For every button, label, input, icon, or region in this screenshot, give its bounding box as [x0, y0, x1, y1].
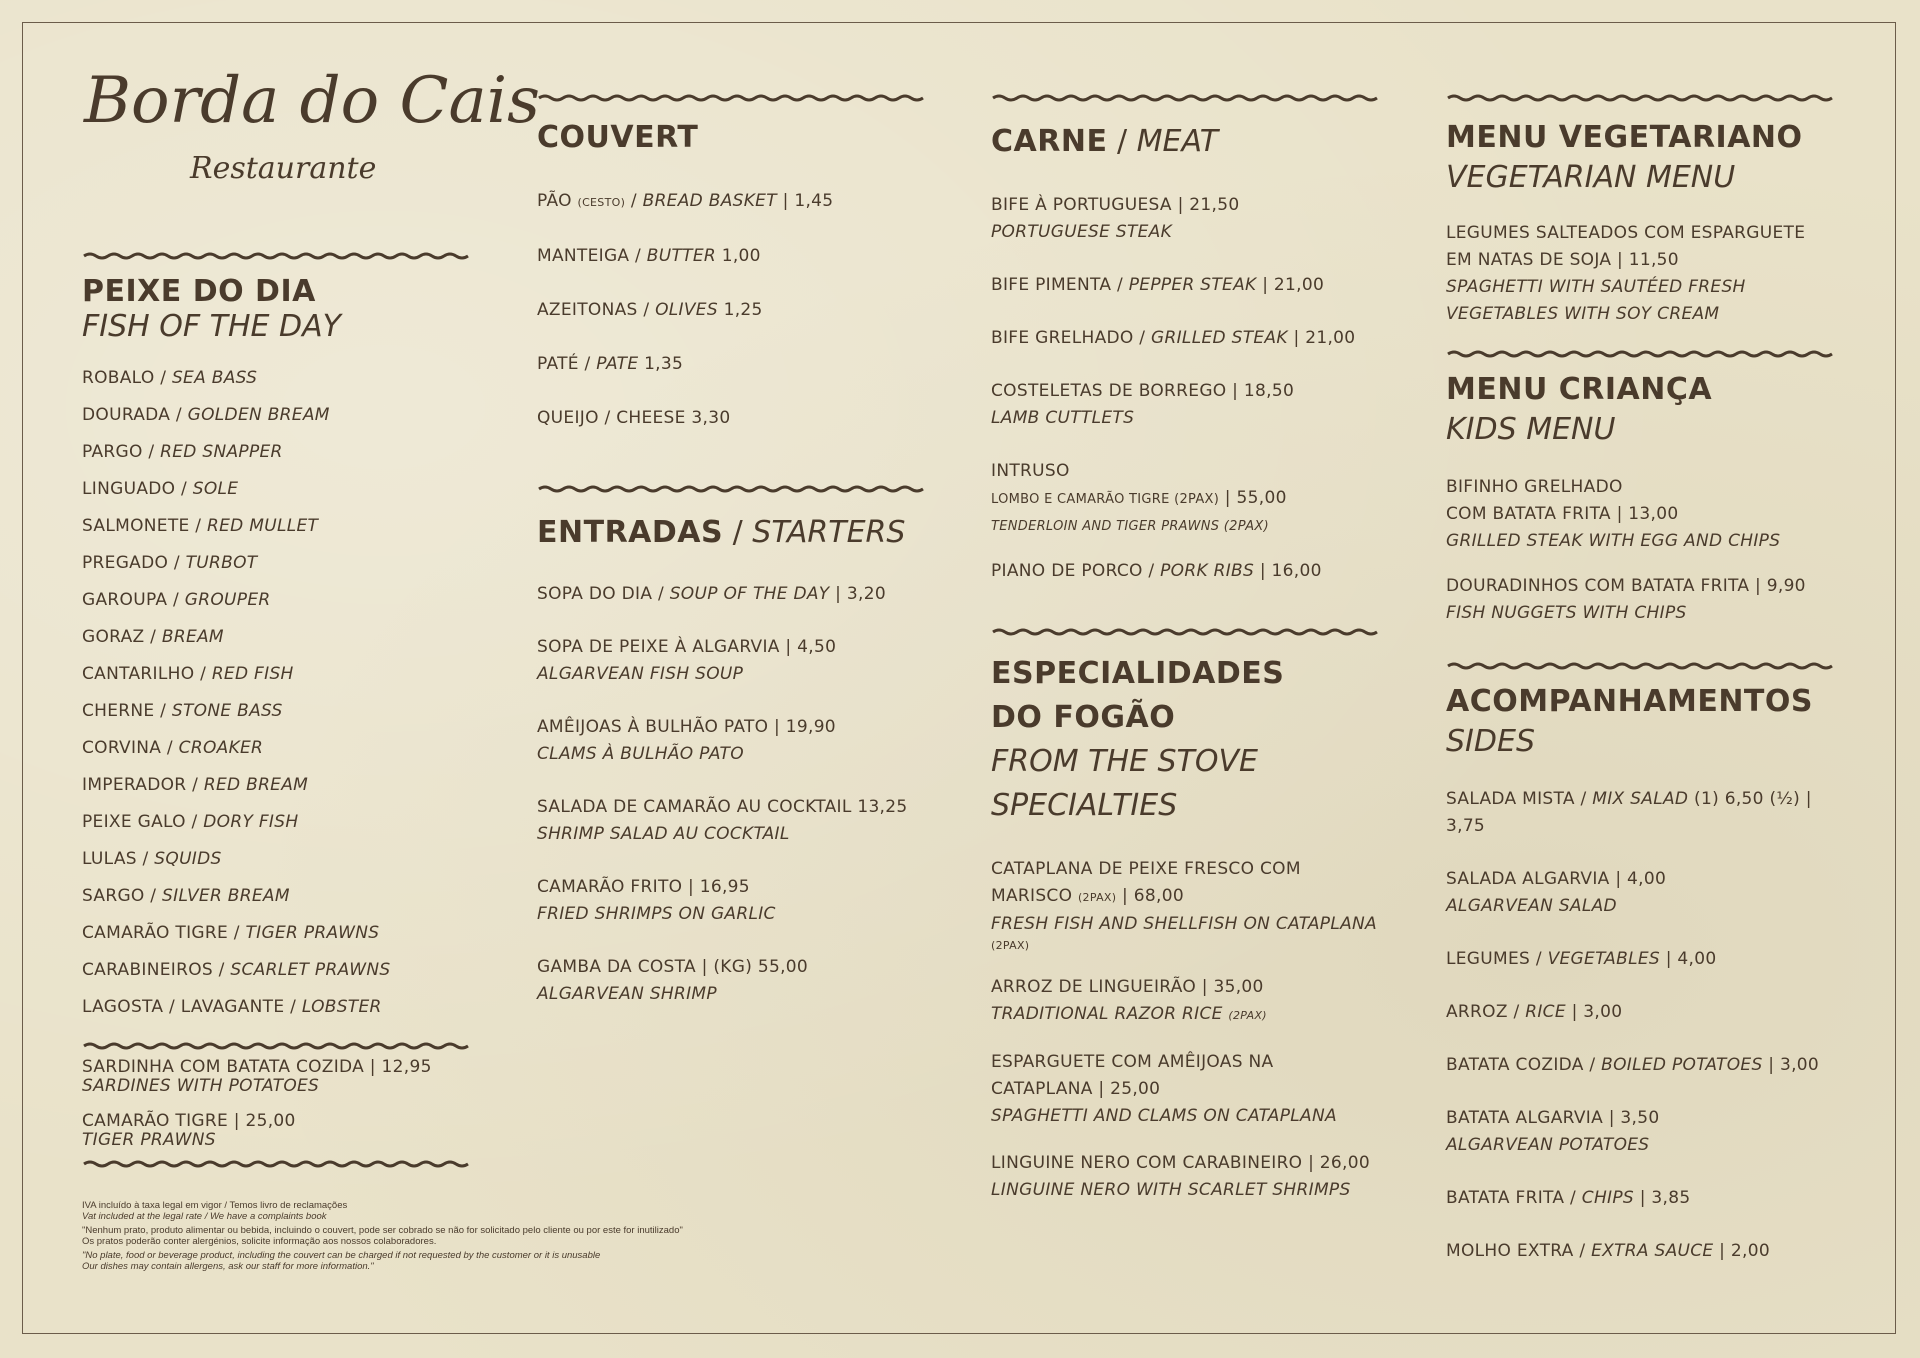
fish-item-en: RED SNAPPER: [160, 442, 283, 462]
fish-item-pt: CAMARÃO TIGRE /: [82, 923, 246, 943]
couvert-item-sep: /: [625, 191, 643, 211]
fish-item-pt: LAGOSTA / LAVAGANTE /: [82, 997, 302, 1017]
intruso-price: | 55,00: [1219, 488, 1287, 508]
starters-title: ENTRADAS: [537, 515, 724, 550]
side-item-line: [1446, 999, 1846, 1026]
fish-item-pt: DOURADA /: [82, 405, 188, 425]
starter-item-en: CLAMS À BULHÃO PATO: [537, 744, 744, 764]
fish-item-en: RED FISH: [211, 664, 294, 684]
cataplana-en-pax: (2PAX): [991, 939, 1030, 952]
menu-item-kids-1: [1446, 474, 1846, 555]
meat-item-en: GRILLED STEAK: [1151, 328, 1288, 348]
meat-item-pt: BIFE GRELHADO /: [991, 328, 1152, 348]
starters-section: [537, 483, 937, 1034]
fish-title-en: FISH OF THE DAY: [82, 309, 341, 344]
side-item-en: RICE: [1525, 1002, 1566, 1022]
starter-item-pt: GAMBA DA COSTA | (KG) 55,00: [537, 957, 809, 977]
starter-item-en: ALGARVEAN FISH SOUP: [537, 664, 744, 684]
starter-item-pt: CAMARÃO FRITO | 16,95: [537, 877, 750, 897]
stove-title-en-2: SPECIALTIES: [991, 788, 1178, 823]
intruso-en: TENDERLOIN AND TIGER PRAWNS (2PAX): [991, 519, 1269, 534]
side-item-price: | 3,00: [1762, 1055, 1820, 1075]
fish-extra-2-en: TIGER PRAWNS: [82, 1130, 216, 1150]
meat-title: CARNE: [991, 124, 1108, 159]
starters-title-en: STARTERS: [752, 515, 906, 550]
side-item-pt: SALADA ALGARVIA | 4,00: [1446, 869, 1667, 889]
fish-item: [82, 878, 482, 915]
veg-l1: LEGUMES SALTEADOS COM ESPARGUETE: [1446, 223, 1806, 243]
starter-item-en: SHRIMP SALAD AU COCKTAIL: [537, 824, 790, 844]
starter-item-pt: SALADA DE CAMARÃO AU COCKTAIL 13,25: [537, 797, 908, 817]
couvert-item-en: BUTTER: [646, 246, 717, 266]
side-item: [1446, 1185, 1846, 1212]
couvert-item-price: | 1,45: [776, 191, 834, 211]
couvert-item-note: (CESTO): [577, 196, 626, 209]
meat-title-en: MEAT: [1136, 124, 1219, 159]
sides-title: ACOMPANHAMENTOS: [1446, 684, 1814, 719]
side-item-en: EXTRA SAUCE: [1591, 1241, 1714, 1261]
meat-item-pt: COSTELETAS DE BORREGO | 18,50: [991, 381, 1295, 401]
fish-item: [82, 619, 482, 656]
couvert-item-pt: PATÉ /: [537, 354, 597, 374]
starter-item: [537, 581, 937, 608]
stove-title-2: DO FOGÃO: [991, 700, 1176, 735]
fish-item: [82, 508, 482, 545]
footnote-line: IVA incluído à taxa legal em vigor / Temos livro de reclamações: [82, 1200, 348, 1211]
wave-divider: [537, 92, 927, 104]
couvert-item-price: 1,25: [717, 300, 763, 320]
esparguete-en: SPAGHETTI AND CLAMS ON CATAPLANA: [991, 1106, 1337, 1126]
starter-item: [537, 634, 937, 688]
fish-item-en: SQUIDS: [154, 849, 222, 869]
fish-item: [82, 471, 482, 508]
side-item-en: MIX SALAD: [1592, 789, 1689, 809]
meat-list: [991, 192, 1391, 432]
couvert-item: [537, 351, 937, 378]
starter-item-line: [537, 954, 937, 981]
meat-item-pt: BIFE PIMENTA /: [991, 275, 1129, 295]
wave-divider: [82, 250, 472, 262]
side-item-en: VEGETABLES: [1547, 949, 1660, 969]
linguine-en: LINGUINE NERO WITH SCARLET SHRIMPS: [991, 1180, 1351, 1200]
side-item-line: [1446, 946, 1846, 973]
fish-item: [82, 434, 482, 471]
restaurant-logo: [80, 60, 540, 200]
kids1-l2: COM BATATA FRITA | 13,00: [1446, 504, 1679, 524]
stove-title-1: ESPECIALIDADES: [991, 656, 1285, 691]
logo-name: Borda do Cais: [84, 64, 540, 138]
menu-item-cataplana: [991, 856, 1391, 954]
meat-item-pt: BIFE À PORTUGUESA | 21,50: [991, 195, 1240, 215]
kids-title: MENU CRIANÇA: [1446, 372, 1713, 407]
fish-item: [82, 804, 482, 841]
side-item-price: (1) 6,50 (½) | 3,75: [1446, 789, 1812, 836]
cataplana-l2: MARISCO: [991, 886, 1078, 906]
meat-heading: CARNE / MEAT: [991, 124, 1219, 159]
fish-item-en: GROUPER: [184, 590, 271, 610]
starter-item-pt: SOPA DO DIA /: [537, 584, 670, 604]
couvert-item-pt: PÃO: [537, 191, 578, 211]
footnote-line: "No plate, food or beverage product, including the couvert can be charged if not requested by the customer or it is unusable: [82, 1250, 601, 1261]
side-item-price: | 3,00: [1565, 1002, 1623, 1022]
fish-item: [82, 989, 482, 1026]
fish-item-pt: SALMONETE /: [82, 516, 207, 536]
starter-item: [537, 874, 937, 928]
intruso-detail: LOMBO E CAMARÃO TIGRE (2PAX): [991, 492, 1220, 507]
side-item-pt: BATATA ALGARVIA | 3,50: [1446, 1108, 1660, 1128]
side-item-line: [1446, 1052, 1846, 1079]
starter-item-line: [537, 794, 937, 821]
fish-item-pt: PEIXE GALO /: [82, 812, 204, 832]
side-item-pt: LEGUMES /: [1446, 949, 1548, 969]
wave-divider: [991, 92, 1381, 104]
side-item-line: [1446, 786, 1846, 840]
side-item-pt: MOLHO EXTRA /: [1446, 1241, 1592, 1261]
pork-en: PORK RIBS: [1160, 561, 1255, 581]
meat-item-price: | 21,00: [1287, 328, 1356, 348]
side-item-pt: BATATA COZIDA /: [1446, 1055, 1602, 1075]
fish-item-pt: SARGO /: [82, 886, 163, 906]
side-item: [1446, 786, 1846, 840]
couvert-item: [537, 405, 937, 432]
starter-item: [537, 954, 937, 1008]
fish-item-pt: GAROUPA /: [82, 590, 185, 610]
starter-item: [537, 794, 937, 848]
menu-item-esparguete: [991, 1049, 1391, 1130]
sides-section: [1446, 660, 1846, 1291]
fish-item: [82, 767, 482, 804]
arroz-en: TRADITIONAL RAZOR RICE: [991, 1004, 1229, 1024]
fish-item-en: SCARLET PRAWNS: [230, 960, 391, 980]
starters-heading: ENTRADAS / STARTERS: [537, 515, 906, 550]
fish-item-en: BREAM: [161, 627, 224, 647]
fish-extra-2: [82, 1112, 472, 1150]
fish-item-pt: ROBALO /: [82, 368, 172, 388]
side-item-en: CHIPS: [1581, 1188, 1634, 1208]
couvert-item-pt: QUEIJO / CHEESE 3,30: [537, 408, 731, 428]
meat-item-line: [991, 272, 1391, 299]
kids-section: [1446, 348, 1846, 627]
side-item-en: ALGARVEAN SALAD: [1446, 896, 1617, 916]
fish-item-pt: PARGO /: [82, 442, 161, 462]
footnote-line: Our dishes may contain allergens, ask our staff for more information.": [82, 1261, 374, 1272]
starter-item-price: | 3,20: [829, 584, 886, 604]
fish-extra-1-en: SARDINES WITH POTATOES: [82, 1076, 320, 1096]
side-item-price: | 4,00: [1659, 949, 1717, 969]
fish-item-en: CROAKER: [178, 738, 264, 758]
starters-list: [537, 581, 937, 1008]
starter-item-en: SOUP OF THE DAY: [669, 584, 830, 604]
esparguete-l1: ESPARGUETE COM AMÊIJOAS NA: [991, 1052, 1274, 1072]
pork-pt: PIANO DE PORCO /: [991, 561, 1161, 581]
starter-item-pt: AMÊIJOAS À BULHÃO PATO | 19,90: [537, 717, 836, 737]
couvert-title: COUVERT: [537, 120, 699, 155]
wave-divider: [1446, 660, 1836, 672]
fish-extra-1: [82, 1058, 472, 1096]
kids2-en: FISH NUGGETS WITH CHIPS: [1446, 603, 1687, 623]
cataplana-en: FRESH FISH AND SHELLFISH ON CATAPLANA: [991, 914, 1377, 934]
veg-en2: VEGETABLES WITH SOY CREAM: [1446, 304, 1720, 324]
veg-section: [1446, 92, 1846, 328]
starter-item-en: ALGARVEAN SHRIMP: [537, 984, 717, 1004]
fish-item-en: RED BREAM: [203, 775, 309, 795]
meat-item: [991, 272, 1391, 299]
arroz-pax: (2PAX): [1228, 1009, 1267, 1022]
side-item-pt: SALADA MISTA /: [1446, 789, 1593, 809]
fish-item-pt: CORVINA /: [82, 738, 179, 758]
cataplana-pax: (2PAX): [1077, 891, 1117, 904]
pork-price: | 16,00: [1254, 561, 1322, 581]
side-item-line: [1446, 1185, 1846, 1212]
fish-item: [82, 730, 482, 767]
side-item: [1446, 1238, 1846, 1265]
legal-footnotes: [82, 1200, 702, 1275]
veg-title: MENU VEGETARIANO: [1446, 120, 1803, 155]
starter-item-line: [537, 874, 937, 901]
side-item: [1446, 866, 1846, 920]
wave-divider: [1446, 348, 1836, 360]
fish-item: [82, 582, 482, 619]
couvert-item: [537, 297, 937, 324]
veg-en1: SPAGHETTI WITH SAUTÉED FRESH: [1446, 277, 1746, 297]
starter-item-line: [537, 634, 937, 661]
arroz-pt: ARROZ DE LINGUEIRÃO | 35,00: [991, 977, 1264, 997]
starter-item-pt: SOPA DE PEIXE À ALGARVIA | 4,50: [537, 637, 837, 657]
fish-item-en: TIGER PRAWNS: [245, 923, 380, 943]
wave-divider: [82, 1040, 472, 1052]
side-item-pt: ARROZ /: [1446, 1002, 1526, 1022]
side-item: [1446, 946, 1846, 973]
fish-item-pt: CANTARILHO /: [82, 664, 212, 684]
fish-item: [82, 360, 482, 397]
fish-item-en: STONE BASS: [171, 701, 283, 721]
side-item-line: [1446, 1238, 1846, 1265]
esparguete-l2: CATAPLANA | 25,00: [991, 1079, 1161, 1099]
fish-item-en: GOLDEN BREAM: [187, 405, 330, 425]
stove-title-en-1: FROM THE STOVE: [991, 744, 1258, 779]
couvert-item-en: BREAD BASKET: [642, 191, 777, 211]
side-item: [1446, 1105, 1846, 1159]
couvert-item-pt: AZEITONAS /: [537, 300, 656, 320]
fish-item: [82, 545, 482, 582]
fish-item-en: DORY FISH: [203, 812, 299, 832]
couvert-item-en: OLIVES: [655, 300, 718, 320]
fish-item-pt: LULAS /: [82, 849, 155, 869]
menu-item-linguine: [991, 1150, 1391, 1204]
side-item: [1446, 1052, 1846, 1079]
side-item-line: [1446, 866, 1846, 893]
fish-item-en: SILVER BREAM: [162, 886, 290, 906]
logo-subtitle: Restaurante: [190, 151, 377, 186]
couvert-item-pt: MANTEIGA /: [537, 246, 647, 266]
linguine-pt: LINGUINE NERO COM CARABINEIRO | 26,00: [991, 1153, 1370, 1173]
meat-item-en: PORTUGUESE STEAK: [991, 222, 1173, 242]
wave-divider: [1446, 92, 1836, 104]
meat-item: [991, 378, 1391, 432]
sides-list: [1446, 786, 1846, 1265]
meat-item-en: LAMB CUTTLETS: [991, 408, 1135, 428]
fish-item-en: RED MULLET: [206, 516, 319, 536]
fish-item: [82, 693, 482, 730]
fish-item-en: SEA BASS: [171, 368, 258, 388]
kids1-en: GRILLED STEAK WITH EGG AND CHIPS: [1446, 531, 1781, 551]
stove-section: [991, 626, 1391, 1204]
menu-item-veg: [1446, 220, 1846, 328]
wave-divider: [991, 626, 1381, 638]
couvert-item-en: PATE: [596, 354, 639, 374]
meat-item-line: [991, 192, 1391, 219]
side-item-pt: BATATA FRITA /: [1446, 1188, 1582, 1208]
fish-item: [82, 656, 482, 693]
kids2-pt: DOURADINHOS COM BATATA FRITA | 9,90: [1446, 576, 1806, 596]
side-item-en: ALGARVEAN POTATOES: [1446, 1135, 1650, 1155]
fish-item: [82, 952, 482, 989]
menu-item-pork: [991, 558, 1391, 585]
veg-l2: EM NATAS DE SOJA | 11,50: [1446, 250, 1679, 270]
meat-item-line: [991, 378, 1391, 405]
menu-item-arroz: [991, 974, 1391, 1029]
couvert-item: [537, 188, 937, 216]
wave-divider: [82, 1158, 472, 1170]
meat-item-price: | 21,00: [1256, 275, 1325, 295]
sides-title-en: SIDES: [1446, 724, 1535, 759]
kids-title-en: KIDS MENU: [1446, 412, 1616, 447]
meat-item-line: [991, 325, 1391, 352]
couvert-item-price: 1,00: [716, 246, 761, 266]
meat-section: [991, 92, 1391, 585]
fish-item: [82, 397, 482, 434]
fish-list: [82, 360, 482, 1026]
couvert-item: [537, 243, 937, 270]
fish-item-en: LOBSTER: [301, 997, 382, 1017]
cataplana-l1: CATAPLANA DE PEIXE FRESCO COM: [991, 859, 1301, 879]
intruso-name: INTRUSO: [991, 461, 1070, 481]
cataplana-price: | 68,00: [1116, 886, 1184, 906]
fish-title: PEIXE DO DIA: [82, 274, 316, 309]
fish-item-pt: PREGADO /: [82, 553, 186, 573]
fish-item-pt: CARABINEIROS /: [82, 960, 231, 980]
fish-section: [82, 250, 482, 1150]
footnote-line: Os pratos poderão conter alergénios, solicite informação aos nossos colaboradores.: [82, 1236, 437, 1247]
fish-extra-2-pt: CAMARÃO TIGRE | 25,00: [82, 1111, 296, 1131]
side-item-en: BOILED POTATOES: [1601, 1055, 1763, 1075]
starter-item-en: FRIED SHRIMPS ON GARLIC: [537, 904, 776, 924]
couvert-item-price: 1,35: [638, 354, 684, 374]
couvert-list: [537, 188, 937, 432]
veg-title-en: VEGETARIAN MENU: [1446, 160, 1736, 195]
fish-item: [82, 915, 482, 952]
side-item-line: [1446, 1105, 1846, 1132]
starter-item-line: [537, 581, 937, 608]
fish-item: [82, 841, 482, 878]
meat-item-en: PEPPER STEAK: [1128, 275, 1257, 295]
footnote-line: Vat included at the legal rate / We have a complaints book: [82, 1211, 327, 1222]
menu-item-kids-2: [1446, 573, 1846, 627]
starter-item: [537, 714, 937, 768]
fish-item-pt: GORAZ /: [82, 627, 162, 647]
meat-item: [991, 192, 1391, 246]
side-item: [1446, 999, 1846, 1026]
wave-divider: [537, 483, 927, 495]
side-item-price: | 2,00: [1713, 1241, 1770, 1261]
meat-item: [991, 325, 1391, 352]
fish-item-pt: LINGUADO /: [82, 479, 193, 499]
footnote-line: "Nenhum prato, produto alimentar ou bebida, incluindo o couvert, pode ser cobrado se não for solicitado pelo cliente ou por este for inutilizado": [82, 1225, 683, 1236]
fish-extra-1-pt: SARDINHA COM BATATA COZIDA | 12,95: [82, 1057, 432, 1077]
menu-item-intruso: [991, 458, 1391, 540]
fish-item-pt: CHERNE /: [82, 701, 172, 721]
couvert-section: [537, 92, 937, 459]
fish-item-en: TURBOT: [185, 553, 258, 573]
side-item-price: | 3,85: [1634, 1188, 1691, 1208]
fish-item-en: SOLE: [192, 479, 239, 499]
kids1-l1: BIFINHO GRELHADO: [1446, 477, 1623, 497]
starter-item-line: [537, 714, 937, 741]
fish-item-pt: IMPERADOR /: [82, 775, 204, 795]
